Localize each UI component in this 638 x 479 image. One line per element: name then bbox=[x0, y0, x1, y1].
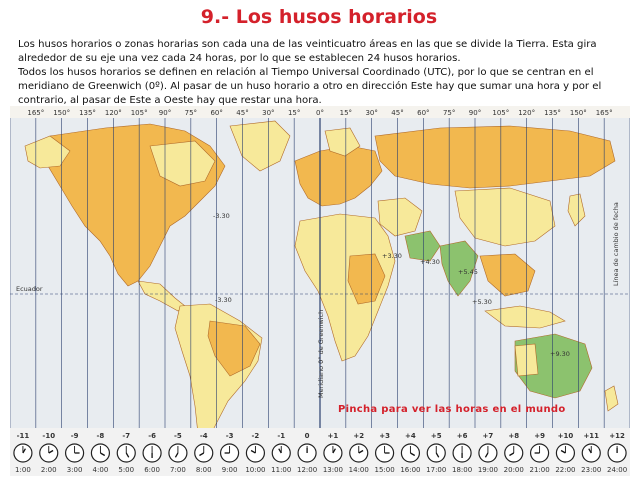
clock-time: 7:00 bbox=[170, 466, 186, 474]
clock-cell bbox=[555, 432, 575, 474]
middle-east bbox=[378, 198, 422, 236]
longitude-tick: 45° bbox=[391, 109, 404, 117]
longitude-ticks bbox=[27, 109, 612, 117]
clock-time: 5:00 bbox=[118, 466, 135, 474]
clock-time: 2:00 bbox=[40, 466, 57, 474]
longitude-tick: 165° bbox=[27, 109, 45, 117]
europe bbox=[295, 146, 382, 206]
longitude-tick: 15° bbox=[339, 109, 353, 117]
utc-offset: -2 bbox=[251, 432, 260, 440]
utc-offset: -8 bbox=[96, 432, 105, 440]
longitude-tick: 135° bbox=[544, 109, 561, 117]
longitude-tick: 60° bbox=[417, 109, 430, 117]
clock-time: 13:00 bbox=[322, 466, 344, 474]
longitude-tick: 90° bbox=[468, 109, 482, 117]
utc-offset: -7 bbox=[122, 432, 131, 440]
clock-time: 12:00 bbox=[296, 466, 318, 474]
clock-time: 11:00 bbox=[271, 466, 292, 474]
clock-cell bbox=[40, 432, 58, 474]
intro-paragraph-2: Todos los husos horarios se definen en relación al Tiempo Universal Coordinado (UTC), por lo que se centran en el meridiano de Greenwich (0º). Al pasar de un huso horario a otro en dirección Este hay que sumar una hora y por el contrario, al pasar de Este a Oeste hay que restar una hora. bbox=[18, 67, 602, 106]
zone-label: +4.30 bbox=[420, 258, 440, 266]
utc-offset: -10 bbox=[42, 432, 56, 440]
central-america bbox=[138, 281, 185, 311]
clock-time: 23:00 bbox=[581, 466, 602, 474]
utc-offset: +8 bbox=[508, 432, 520, 440]
clock-time: 4:00 bbox=[92, 466, 109, 474]
dateline-label: Línea de cambio de fecha bbox=[612, 202, 620, 286]
clock-time: 3:00 bbox=[66, 466, 83, 474]
japan bbox=[568, 194, 585, 226]
clock-time: 6:00 bbox=[144, 466, 160, 474]
utc-offset: +5 bbox=[430, 432, 442, 440]
utc-offset: +3 bbox=[379, 432, 390, 440]
longitude-tick: 15° bbox=[287, 109, 301, 117]
longitude-tick: 75° bbox=[442, 109, 456, 117]
zone-label: -3.30 bbox=[213, 212, 230, 220]
zone-label: +5.30 bbox=[472, 298, 492, 306]
utc-offset: -5 bbox=[174, 432, 182, 440]
utc-offset: +10 bbox=[557, 432, 574, 440]
utc-offset: +12 bbox=[609, 432, 625, 440]
iran-region bbox=[405, 231, 440, 261]
clock-time: 21:00 bbox=[529, 466, 550, 474]
zone-label: +5.45 bbox=[458, 268, 478, 276]
clock-time: 15:00 bbox=[374, 466, 395, 474]
page-title: 9.- Los husos horarios bbox=[200, 6, 438, 28]
longitude-tick: 150° bbox=[569, 109, 587, 117]
new-zealand bbox=[605, 386, 618, 411]
utc-offset: -11 bbox=[16, 432, 30, 440]
longitude-tick: 90° bbox=[158, 109, 172, 117]
utc-offset: 0 bbox=[304, 432, 310, 440]
clock-time: 24:00 bbox=[606, 466, 628, 474]
longitude-tick: 165° bbox=[595, 109, 613, 117]
clock-time: 20:00 bbox=[503, 466, 524, 474]
longitude-tick: 30° bbox=[365, 109, 378, 117]
longitude-tick: 0° bbox=[316, 109, 324, 117]
longitude-tick: 120° bbox=[104, 109, 122, 117]
longitude-tick: 105° bbox=[130, 109, 148, 117]
world-clock-link[interactable]: Pincha para ver las horas en el mundo bbox=[338, 404, 566, 415]
clock-cell bbox=[581, 432, 601, 474]
clock-time: 9:00 bbox=[221, 466, 238, 474]
longitude-tick: 135° bbox=[79, 109, 96, 117]
clock-time: 1:00 bbox=[15, 466, 31, 474]
clock-cell bbox=[607, 432, 627, 474]
clock-time: 10:00 bbox=[245, 466, 266, 474]
utc-offset: +7 bbox=[482, 432, 494, 440]
utc-offset: -4 bbox=[199, 432, 208, 440]
russia bbox=[375, 126, 615, 188]
longitude-tick: 105° bbox=[492, 109, 510, 117]
indonesia bbox=[485, 306, 565, 328]
zone-label: -3.30 bbox=[215, 296, 232, 304]
equator-label: Ecuador bbox=[16, 285, 43, 293]
utc-offset: +6 bbox=[456, 432, 468, 440]
zone-label: +3.30 bbox=[382, 252, 402, 260]
utc-offset: -3 bbox=[225, 432, 234, 440]
zone-label: +9.30 bbox=[550, 350, 570, 358]
longitude-tick: 120° bbox=[518, 109, 536, 117]
clock-time: 18:00 bbox=[451, 466, 473, 474]
intro-text bbox=[18, 38, 616, 108]
clock-cell bbox=[14, 432, 32, 474]
clock-time: 22:00 bbox=[555, 466, 576, 474]
clock-time: 14:00 bbox=[348, 466, 369, 474]
china bbox=[455, 188, 555, 246]
clock-time: 16:00 bbox=[400, 466, 421, 474]
intro-paragraph-1: Los husos horarios o zonas horarias son cada una de las veinticuatro áreas en las que se divide la Tierra. Esta gira alrededor de su eje una vez cada 24 horas, por lo que se establecen 24 husos horarios. bbox=[18, 39, 597, 64]
time-zone-map bbox=[10, 106, 630, 476]
greenwich-label: Meridiano 0° de Greenwich bbox=[317, 309, 325, 398]
utc-offset: +1 bbox=[327, 432, 339, 440]
longitude-tick: 60° bbox=[210, 109, 223, 117]
utc-offset: +11 bbox=[583, 432, 600, 440]
longitude-tick: 75° bbox=[184, 109, 198, 117]
clock-time: 8:00 bbox=[195, 466, 212, 474]
utc-offset: +9 bbox=[534, 432, 545, 440]
clock-time: 19:00 bbox=[477, 466, 499, 474]
longitude-tick: 30° bbox=[262, 109, 275, 117]
longitude-tick: 45° bbox=[236, 109, 249, 117]
greenland bbox=[230, 121, 290, 171]
world-map-svg bbox=[10, 106, 630, 476]
utc-offset: -9 bbox=[70, 432, 79, 440]
utc-offset: -6 bbox=[148, 432, 156, 440]
longitude-tick: 150° bbox=[53, 109, 71, 117]
utc-offset: +2 bbox=[353, 432, 365, 440]
utc-offset: -1 bbox=[277, 432, 286, 440]
clock-time: 17:00 bbox=[426, 466, 447, 474]
utc-offset: +4 bbox=[405, 432, 416, 440]
